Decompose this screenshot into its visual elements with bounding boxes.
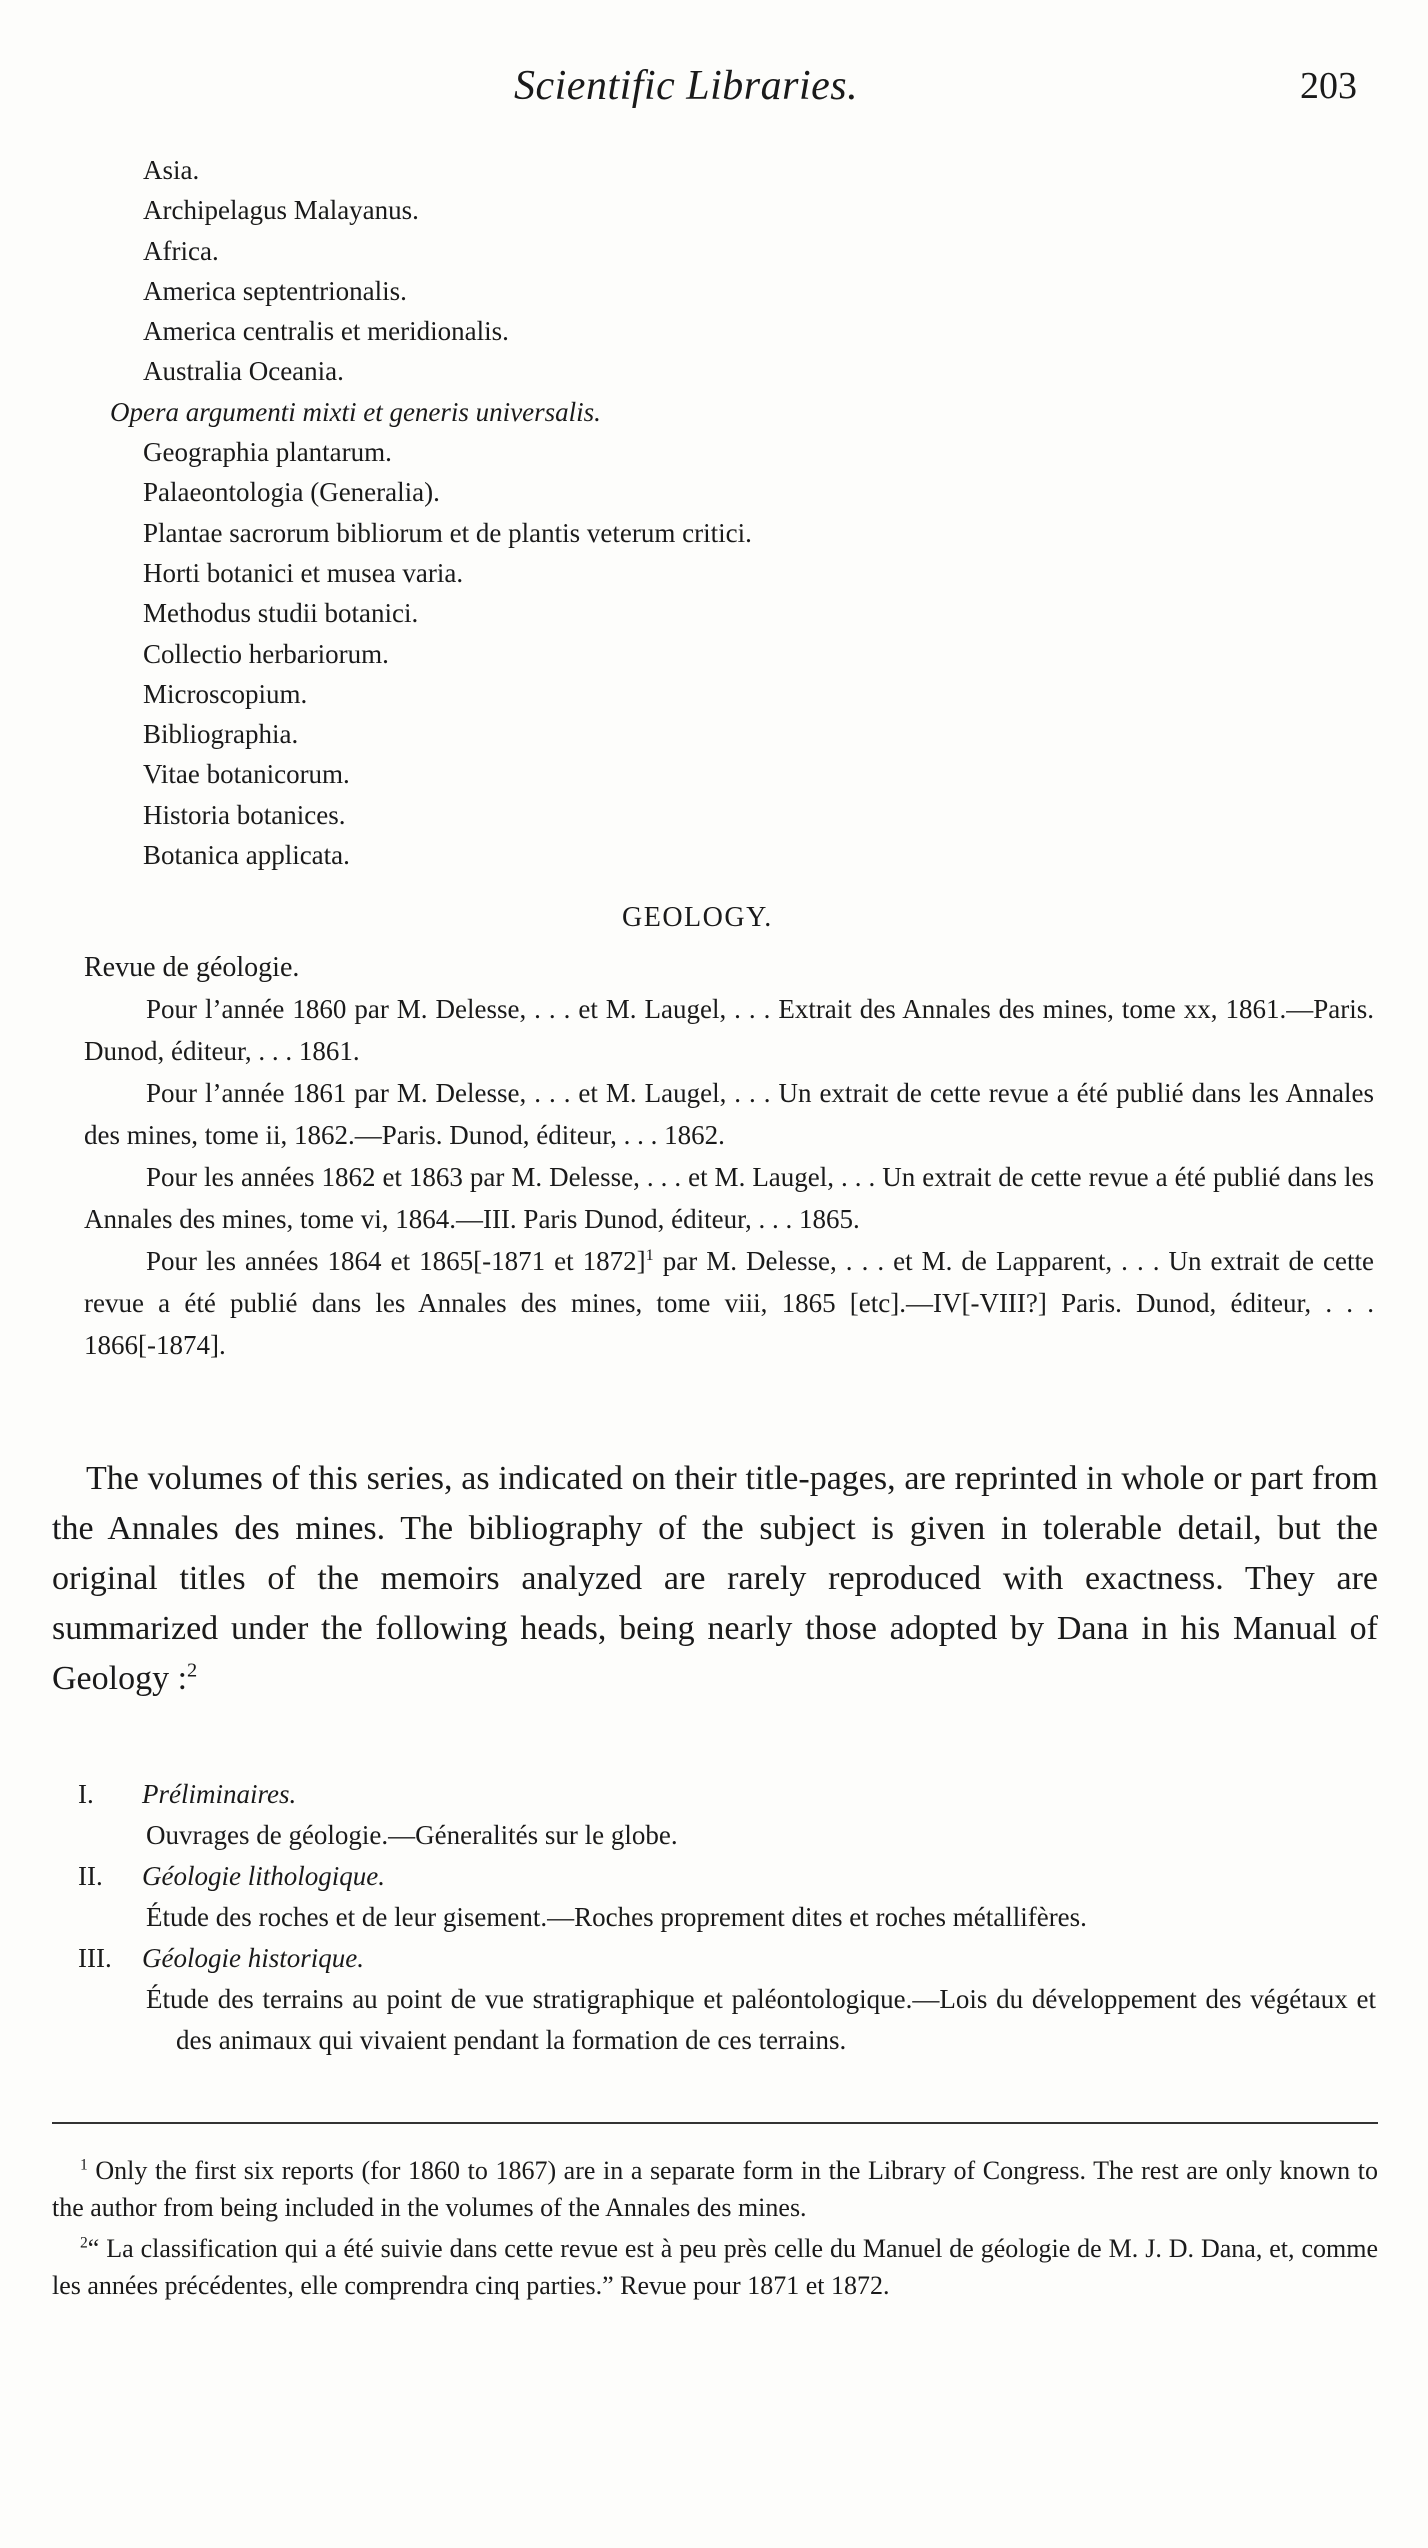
head-numeral: I.: [78, 1779, 94, 1809]
entry-paragraph: [84, 1240, 1374, 1366]
entry-paragraph-text: Pour les années 1864 et 1865[-1871 et 1872]: [146, 1246, 646, 1276]
footnote-text: “ La classification qui a été suivie dans cette revue est à peu près celle du Manuel de géologie de M. J. D. Dana, et, comme les années précédentes, elle comprendra cinq parties.” Revue pour 1871 et 1872.: [52, 2234, 1378, 2300]
geology-entry: [84, 948, 1374, 1366]
list-item: Horti botanici et musea varia.: [143, 557, 464, 588]
footnote-marker: 1: [80, 2156, 88, 2174]
list-item: America septentrionalis.: [143, 275, 407, 306]
footnote-ref: 1: [645, 1246, 654, 1264]
list-item: Vitae botanicorum.: [143, 759, 350, 790]
list-item: Geographia plantarum.: [143, 437, 392, 468]
head-numeral: II.: [78, 1861, 103, 1891]
head-item: [78, 1774, 1376, 1815]
head-item: [78, 1856, 1376, 1897]
footnote-divider: [52, 2122, 1378, 2124]
head-description: Étude des roches et de leur gisement.—Roches proprement dites et roches métallifères.: [146, 1902, 1087, 1932]
list-item: Australia Oceania.: [143, 356, 344, 387]
botany-classification-list: [0, 150, 1428, 875]
head-title: Géologie historique.: [142, 1943, 364, 1973]
list-item: Africa.: [143, 235, 219, 266]
body-paragraph-text: The volumes of this series, as indicated on their title-pages, are reprinted in whole or part from the Annales des mines. The bibliography of the subject is given in tolerable detail, but the original titles of the memoirs analyzed are rarely reproduced with exactness. They are summarized under the following heads, being nearly those adopted by Dana in his Manual of Geology :: [52, 1460, 1378, 1697]
footnote: [52, 2230, 1378, 2304]
list-item: Palaeontologia (Generalia).: [143, 477, 440, 508]
footnote-ref: 2: [187, 1659, 198, 1682]
footnotes: [52, 2152, 1378, 2308]
list-item: Historia botanices.: [143, 799, 346, 830]
footnote-text: Only the first six reports (for 1860 to 1867) are in a separate form in the Library of Congress. The rest are only known to the author from being included in the volumes of the Annales des mines.: [52, 2156, 1378, 2222]
page-number: 203: [1300, 65, 1357, 107]
entry-paragraph: Pour les années 1862 et 1863 par M. Delesse, . . . et M. Laugel, . . . Un extrait de cette revue a été publié dans les Annales des mines, tome vi, 1864.—III. Paris Dunod, éditeur, . . . 1865.: [84, 1162, 1374, 1234]
head-numeral: III.: [78, 1943, 112, 1973]
section-heading-geology: GEOLOGY.: [622, 902, 773, 933]
entry-paragraph: Pour l’année 1860 par M. Delesse, . . . et M. Laugel, . . . Extrait des Annales des mines, tome xx, 1861.—Paris. Dunod, éditeur, . . . 1861.: [84, 994, 1374, 1066]
entry-title: Revue de géologie.: [84, 952, 300, 983]
footnote-marker: 2: [80, 2234, 88, 2252]
entry-paragraph: Pour l’année 1861 par M. Delesse, . . . et M. Laugel, . . . Un extrait de cette revue a été publié dans les Annales des mines, tome ii, 1862.—Paris. Dunod, éditeur, . . . 1862.: [84, 1078, 1374, 1150]
list-item: Botanica applicata.: [143, 840, 350, 871]
head-title: Géologie lithologique.: [142, 1861, 385, 1891]
list-item: America centralis et meridionalis.: [143, 316, 509, 347]
running-title: Scientific Libraries.: [514, 63, 859, 109]
list-item: Asia.: [143, 155, 200, 185]
head-item: [78, 1938, 1376, 1979]
classification-heads: [78, 1774, 1376, 2061]
head-description: Ouvrages de géologie.—Géneralités sur le globe.: [146, 1820, 678, 1850]
page-header: [0, 62, 1428, 122]
list-item: Opera argumenti mixti et generis universalis.: [110, 396, 601, 427]
list-item: Microscopium.: [143, 678, 308, 709]
list-item: Collectio herbariorum.: [143, 638, 389, 669]
head-title: Préliminaires.: [142, 1779, 297, 1809]
list-item: Plantae sacrorum bibliorum et de plantis veterum critici.: [143, 517, 752, 548]
footnote: [52, 2152, 1378, 2226]
list-item: Methodus studii botanici.: [143, 598, 419, 629]
list-item: Archipelagus Malayanus.: [143, 195, 419, 226]
head-description: Étude des terrains au point de vue stratigraphique et paléontologique.—Lois du développement des végétaux et des animaux qui vivaient pendant la formation de ces terrains.: [146, 1984, 1376, 2055]
list-item: Bibliographia.: [143, 719, 299, 750]
entry-paragraph-text: par M. Delesse, . . . et M. de Lapparent, . . . Un extrait de cette revue a été publié dans les Annales des mines, tome viii, 1865 [etc].—IV[-VIII?] Paris. Dunod, éditeur, . . . 1866[-1874].: [84, 1246, 1375, 1360]
body-paragraph: [52, 1454, 1378, 1704]
